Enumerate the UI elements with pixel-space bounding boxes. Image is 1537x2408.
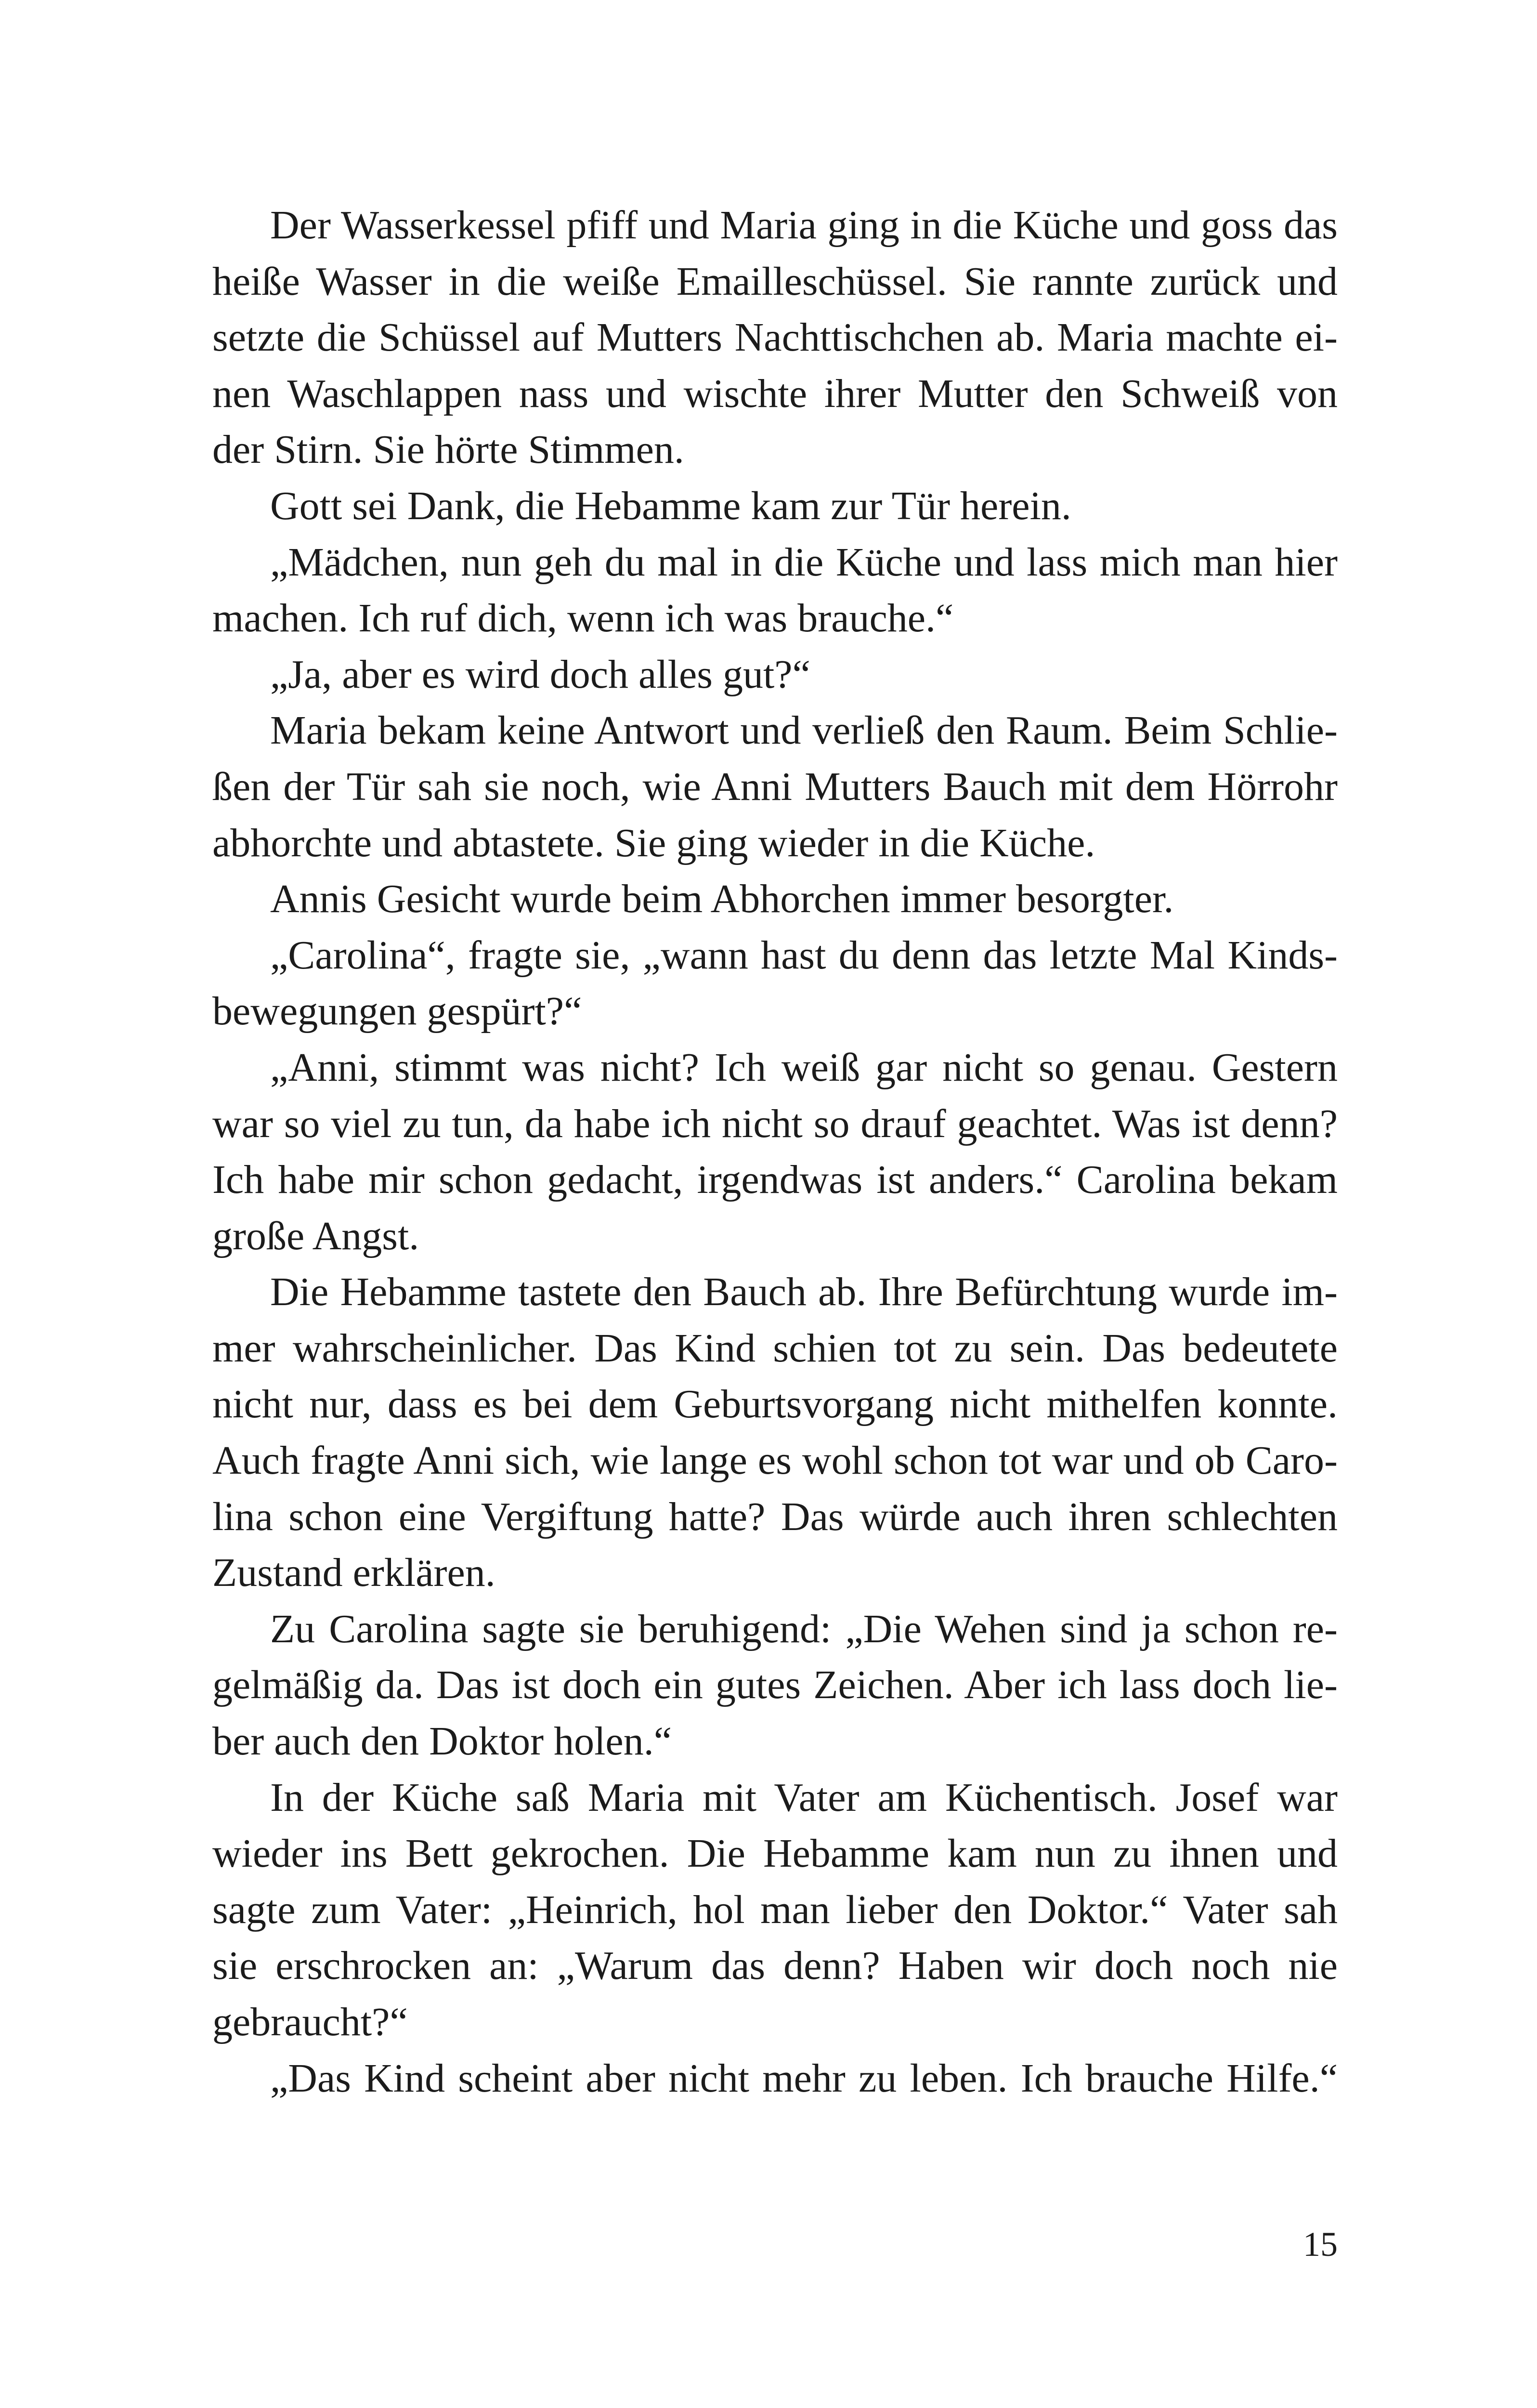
text-line: machen. Ich ruf dich, wenn ich was brauche.“ [212, 596, 954, 641]
text-line: ßen der Tür sah sie noch, wie Anni Mutters Bauch mit dem Hörrohr [212, 764, 1338, 809]
text-line: Auch fragte Anni sich, wie lange es wohl schon tot war und ob Caro- [212, 1438, 1338, 1483]
text-line: nen Waschlappen nass und wischte ihrer Mutter den Schweiß von [212, 371, 1338, 416]
page-number: 15 [1303, 2225, 1338, 2264]
text-line: der Stirn. Sie hörte Stimmen. [212, 427, 684, 472]
text-line: abhorchte und abtastete. Sie ging wieder in die Küche. [212, 820, 1095, 865]
text-line: heiße Wasser in die weiße Emailleschüssel. Sie rannte zurück und [212, 259, 1338, 304]
text-line: „Anni, stimmt was nicht? Ich weiß gar nicht so genau. Gestern [270, 1045, 1338, 1090]
text-line: Zu Carolina sagte sie beruhigend: „Die Wehen sind ja schon re- [270, 1606, 1338, 1651]
text-line: Der Wasserkessel pfiff und Maria ging in die Küche und goss das [270, 203, 1338, 248]
text-line: „Ja, aber es wird doch alles gut?“ [270, 652, 810, 697]
text-line: bewegungen gespürt?“ [212, 989, 582, 1034]
text-line: In der Küche saß Maria mit Vater am Küchentisch. Josef war [270, 1775, 1338, 1820]
text-line: „Das Kind scheint aber nicht mehr zu leben. Ich brauche Hilfe.“ [270, 2055, 1338, 2101]
text-line: gelmäßig da. Das ist doch ein gutes Zeichen. Aber ich lass doch lie- [212, 1662, 1338, 1708]
text-line: Gott sei Dank, die Hebamme kam zur Tür herein. [270, 483, 1071, 528]
text-line: sie erschrocken an: „Warum das denn? Haben wir doch noch nie [212, 1943, 1338, 1989]
text-line: große Angst. [212, 1213, 419, 1258]
text-line: „Carolina“, fragte sie, „wann hast du denn das letzte Mal Kinds- [270, 932, 1338, 978]
text-line: Zustand erklären. [212, 1550, 495, 1596]
body-text [212, 197, 1338, 2107]
text-line: war so viel zu tun, da habe ich nicht so drauf geachtet. Was ist denn? [212, 1101, 1338, 1146]
text-line: Ich habe mir schon gedacht, irgendwas ist anders.“ Carolina bekam [212, 1157, 1338, 1203]
text-line: wieder ins Bett gekrochen. Die Hebamme kam nun zu ihnen und [212, 1831, 1338, 1876]
text-line: gebraucht?“ [212, 2000, 408, 2044]
text-line: lina schon eine Vergiftung hatte? Das würde auch ihren schlechten [212, 1494, 1338, 1539]
text-line: Annis Gesicht wurde beim Abhorchen immer besorgter. [270, 877, 1174, 922]
text-line: ber auch den Doktor holen.“ [212, 1719, 672, 1764]
text-line: sagte zum Vater: „Heinrich, hol man lieber den Doktor.“ Vater sah [212, 1887, 1338, 1932]
text-line: Die Hebamme tastete den Bauch ab. Ihre Befürchtung wurde im- [270, 1269, 1338, 1315]
text-line: Maria bekam keine Antwort und verließ den Raum. Beim Schlie- [270, 708, 1338, 753]
text-line: setzte die Schüssel auf Mutters Nachttischchen ab. Maria machte ei- [212, 315, 1338, 360]
text-line: nicht nur, dass es bei dem Geburtsvorgang nicht mithelfen konnte. [212, 1382, 1338, 1427]
text-line: „Mädchen, nun geh du mal in die Küche und lass mich man hier [270, 539, 1338, 585]
text-line: mer wahrscheinlicher. Das Kind schien tot zu sein. Das bedeutete [212, 1325, 1338, 1371]
